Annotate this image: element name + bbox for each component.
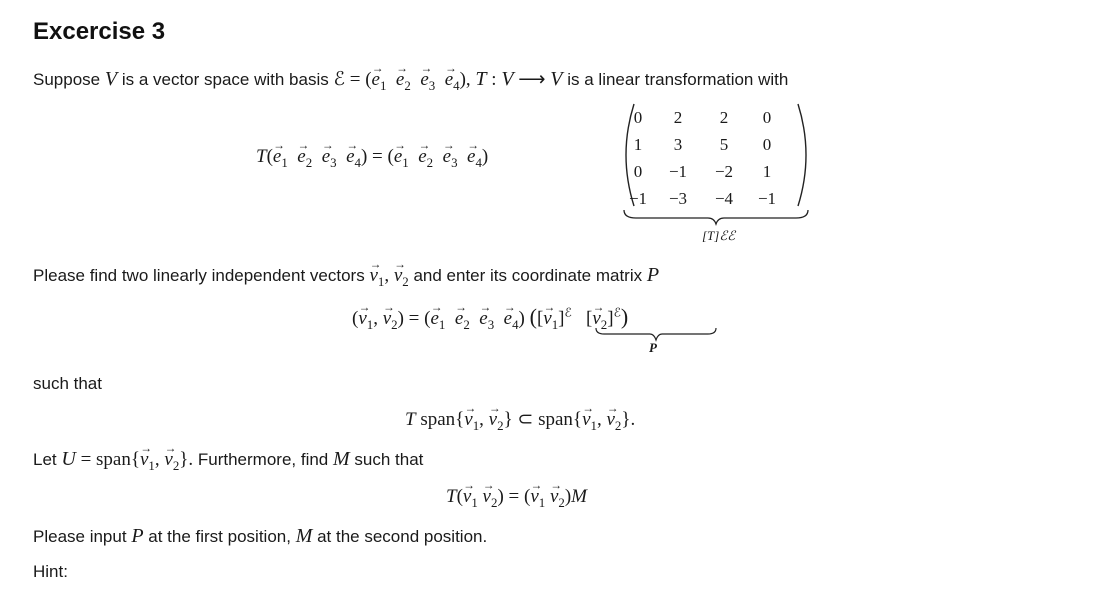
intro-linear: is a linear transformation with: [567, 70, 789, 89]
matrix-cell: 1: [762, 162, 772, 181]
p-underbrace-label: P: [649, 340, 657, 355]
matrix-cell: −2: [714, 162, 734, 181]
matrix-cell: 2: [673, 108, 683, 127]
matrix-cell: −3: [668, 189, 688, 208]
let-text: Let: [33, 450, 57, 469]
let-u-line: Let U = span{→ $v_1$, → $v_2$}. Furthermore, find M such that: [33, 448, 423, 474]
such-that-label: such that: [33, 374, 102, 393]
matrix-cell: −4: [714, 189, 734, 208]
matrix-cell: −1: [668, 162, 688, 181]
symbol-U: U: [61, 448, 76, 470]
coordinate-equation: (→ $v_1$, → $v_2$) = (→ $e_1 \to e_2 \to e_3 \to e_4$) ([→ $v_1]^ℰ$ [→ $v_2]^ℰ$): [352, 304, 628, 333]
find-vectors-text-after: and enter its coordinate matrix: [413, 266, 643, 285]
symbol-V: V: [104, 68, 118, 90]
basis-expression: ℰ = (→ $e_1 \to e_2 \to e_3 \to e_4$),: [333, 69, 475, 90]
matrix-underbrace-label: [T]ℰℰ: [702, 228, 736, 243]
matrix-cell: 2: [719, 108, 729, 127]
page-title: Excercise 3: [33, 18, 166, 45]
matrix-cell: 3: [673, 135, 683, 154]
equation-m: $T(\to v_1 \to v_2)$ = (→ $v_1 \to v_2)M$: [446, 486, 587, 511]
let-such-that: such that: [354, 450, 424, 469]
second-position-text: at the second position.: [317, 527, 488, 546]
symbol-V-domain: V: [501, 68, 514, 90]
first-position-text: at the first position,: [148, 527, 291, 546]
intro-suppose: Suppose: [33, 70, 101, 89]
matrix-cell: −1: [757, 189, 777, 208]
matrix-cell: 5: [719, 135, 729, 154]
span-condition: T span{→ $v_1$, → $v_2$} ⊂ span{→ $v_1$, → $v_2$}.: [405, 408, 635, 434]
matrix-cell: 0: [633, 162, 643, 181]
hint-label: Hint:: [33, 562, 68, 581]
matrix-equation-lhs: $T(\to e_1 \to e_2 \to e_3 \to e_4)$ = (→ $e_1 \to e_2 \to e_3 \to e_4$): [256, 146, 488, 171]
symbol-P-input: P: [131, 525, 144, 547]
input-instructions: [33, 525, 487, 548]
symbol-M: M: [333, 448, 350, 470]
find-vectors-text: Please find two linearly independent vectors: [33, 266, 365, 285]
matrix-cell: 0: [762, 108, 772, 127]
intro-vs-basis: is a vector space with basis: [121, 70, 329, 89]
please-input-text: Please input: [33, 527, 127, 546]
matrix-cell: 1: [633, 135, 643, 154]
find-vectors-line: Please find two linearly independent vectors → $v_1$, → $v_2$ and enter its coordinate matrix P: [33, 264, 659, 290]
matrix-cell: −1: [628, 189, 648, 208]
matrix-cell: 0: [633, 108, 643, 127]
intro-line: Suppose V is a vector space with basis ℰ = (→ $e_1 \to e_2 \to e_3 \to e_4$), T : V ⟶ V is a linear transformation with: [33, 68, 788, 94]
symbol-P: P: [646, 264, 660, 286]
furthermore-text: Furthermore, find: [197, 450, 329, 469]
symbol-T: T: [475, 68, 487, 90]
symbol-M-input: M: [295, 525, 313, 547]
basis-symbol: ℰ: [333, 69, 345, 90]
matrix-cell: 0: [762, 135, 772, 154]
